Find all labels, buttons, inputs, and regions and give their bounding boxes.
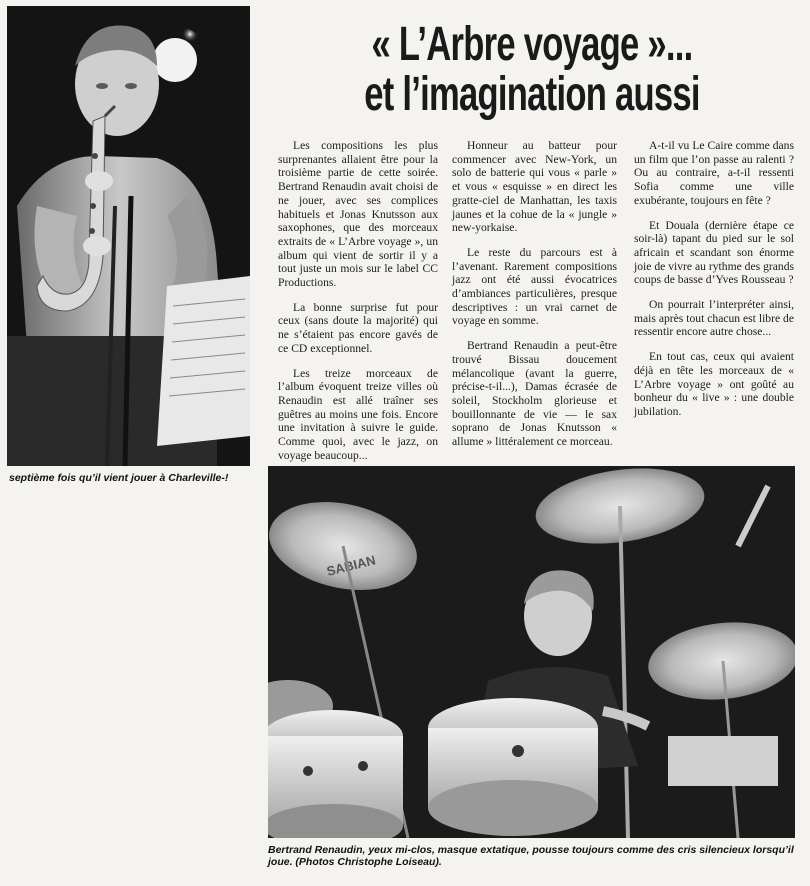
- headline-line-1: « L’Arbre voyage »...: [371, 18, 693, 71]
- article-column-3: [634, 139, 794, 430]
- paragraph: Et Douala (dernière étape ce soir-là) tapant du pied sur le sol africain et scandant son énorme joie de vivre au rythme des grands coups de basse d’Yves Rousseau ?: [634, 218, 794, 287]
- saxophonist-photo: [7, 6, 250, 466]
- paragraph: Les compositions les plus surprenantes allaient être pour la troisième partie de cette soirée. Bertrand Renaudin avait choisi de ne jouer, avec ses complices habituels et Jonas Knutsson aux saxophones, que des morceaux extraits de « L’Arbre voyage », un album qui vient de sortir il y a tout juste un mois sur le label CC Productions.: [278, 139, 438, 290]
- paragraph: Les treize morceaux de l’album évoquent treize villes où Renaudin est allé traîner ses guêtres au moins une fois. Encore une invitation à suivre le guide. Comme quoi, avec le jazz, on voyage beaucoup...: [278, 366, 438, 462]
- article-headline: [338, 20, 727, 120]
- paragraph: En tout cas, ceux qui avaient déjà en tête les morceaux de « L’Arbre voyage » ont goûté au bonheur du « live » : une double jubilation.: [634, 350, 794, 418]
- drummer-caption: Bertrand Renaudin, yeux mi-clos, masque extatique, pousse toujours comme des cris silencieux lorsqu’il joue. (Photos Christophe Loiseau).: [268, 844, 794, 868]
- saxophonist-caption: septième fois qu’il vient jouer à Charleville-!: [9, 472, 229, 484]
- paragraph: Bertrand Renaudin a peut-être trouvé Bissau doucement mélancolique (avant la guerre, précise-t-il...), Damas écrasée de soleil, Stockholm glorieuse et bouillonnante de vie — le sax soprano de Jonas Knutsson « allume » littéralement ce morceau.: [452, 339, 617, 449]
- drummer-photo: [268, 466, 795, 838]
- cymbal-brand-text: SABIAN: [325, 552, 378, 579]
- paragraph: La bonne surprise fut pour ceux (sans doute la majorité) qui ne s’étaient pas encore gavés de ce CD exceptionnel.: [278, 300, 438, 355]
- paragraph: On pourrait l’interpréter ainsi, mais après tout chacun est libre de ressentir encore autre chose...: [634, 298, 794, 339]
- paragraph: Le reste du parcours est à l’avenant. Rarement compositions jazz ont été aussi évocatrices d’ambiances particulières, presque descriptives : un vrai carnet de voyage en somme.: [452, 245, 617, 328]
- article-column-1: [278, 139, 438, 473]
- paragraph: Honneur au batteur pour commencer avec New-York, un solo de batterie qui vous « parle » et vous « esquisse » en direct les gratte-ciel de Manhattan, les taxis jaunes et la cohue de la « jungle » new-yorkaise.: [452, 139, 617, 235]
- paragraph: A-t-il vu Le Caire comme dans un film que l’on passe au ralenti ? Ou au contraire, a-t-il ressenti Sofia comme une ville exubérante, toujours en fête ?: [634, 139, 794, 207]
- headline-line-2: et l’imagination aussi: [364, 68, 700, 121]
- article-column-2: [452, 139, 617, 460]
